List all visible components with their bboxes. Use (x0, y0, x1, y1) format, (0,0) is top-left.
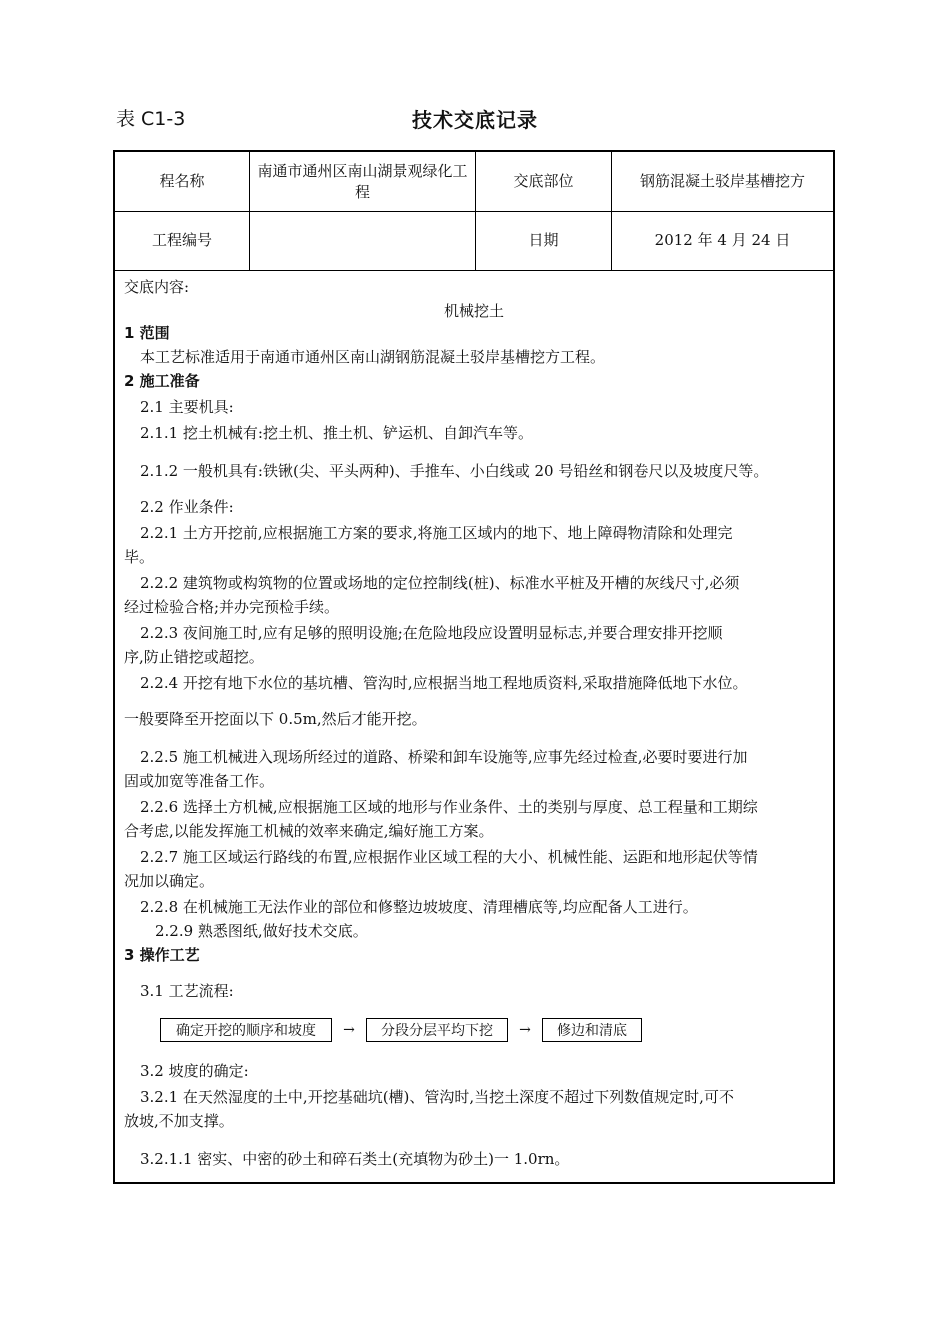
text-line: 序,防止错挖或超挖。 (124, 648, 264, 666)
text-line: 2.2.3 夜间施工时,应有足够的照明设施;在危险地段应设置明显标志,并要合理安排开挖顺 (140, 624, 723, 642)
page-title: 技术交底记录 (412, 108, 538, 132)
date-value: 2012 年 4 月 24 日 (654, 231, 791, 249)
text-line: 2.2.2 建筑物或构筑物的位置或场地的定位控制线(桩)、标准水平桩及开槽的灰线尺寸,必须 (140, 574, 740, 592)
info-row-2 (115, 211, 833, 271)
text-line: 3.2.1.1 密实、中密的砂土和碎石类土(充填物为砂土)一 1.0rn。 (140, 1150, 570, 1168)
text-line: 3.2.1 在天然湿度的土中,开挖基础坑(槽)、管沟时,当挖土深度不超过下列数值规定时,可不 (140, 1088, 734, 1106)
project-name-value: 南通市通州区南山湖景观绿化工程 (250, 152, 476, 211)
text-line: 2.2.5 施工机械进入现场所经过的道路、桥梁和卸车设施等,应事先经过检查,必要时要进行加 (140, 748, 748, 766)
text-line: 2.2.1 土方开挖前,应根据施工方案的要求,将施工区域内的地下、地上障碍物清除和处理完 (140, 524, 733, 542)
text-line: 2.1 主要机具: (140, 398, 234, 416)
text-line: 2.2.8 在机械施工无法作业的部位和修整边坡坡度、清理槽底等,均应配备人工进行。 (140, 898, 698, 916)
arrow-right-icon: → (519, 1022, 531, 1038)
text-line: 放坡,不加支撑。 (124, 1112, 234, 1130)
section-heading: 2 施工准备 (124, 372, 200, 390)
text-line: 2.2.6 选择土方机械,应根据施工区域的地形与作业条件、土的类别与厚度、总工程量和工期综 (140, 798, 758, 816)
text-line: 2.2.4 开挖有地下水位的基坑槽、管沟时,应根据当地工程地质资料,采取措施降低地下水位。 (140, 674, 748, 692)
text-line: 毕。 (124, 548, 155, 566)
project-name-label: 程名称 (115, 152, 250, 211)
text-line: 2.2 作业条件: (140, 498, 234, 516)
text-line: 2.1.2 一般机具有:铁锹(尖、平头两种)、手推车、小白线或 20 号铅丝和钢卷尺以及坡度尺等。 (140, 462, 769, 480)
section-heading: 1 范围 (124, 324, 170, 342)
flow-step: 修边和清底 (542, 1018, 642, 1042)
text-line: 2.1.1 挖土机械有:挖土机、推土机、铲运机、自卸汽车等。 (140, 424, 533, 442)
date-label: 日期 (476, 211, 612, 270)
text-line: 一般要降至开挖面以下 0.5m,然后才能开挖。 (124, 710, 427, 728)
location-label: 交底部位 (476, 152, 612, 211)
arrow-right-icon: → (343, 1022, 355, 1038)
text-line: 2.2.9 熟悉图纸,做好技术交底。 (155, 922, 368, 940)
text-line: 3.2 坡度的确定: (140, 1062, 249, 1080)
content-heading: 机械挖土 (443, 302, 504, 320)
location-value: 钢筋混凝土驳岸基槽挖方 (639, 172, 805, 190)
section-heading: 3 操作工艺 (124, 946, 200, 964)
text-line: 合考虑,以能发挥施工机械的效率来确定,编好施工方案。 (124, 822, 494, 840)
project-no-value (250, 211, 476, 270)
text-line: 本工艺标准适用于南通市通州区南山湖钢筋混凝土驳岸基槽挖方工程。 (140, 348, 606, 366)
process-flow (160, 1018, 642, 1042)
flow-step: 分段分层平均下挖 (366, 1018, 508, 1042)
text-line: 况加以确定。 (124, 872, 215, 890)
form-code: 表 C1-3 (116, 108, 186, 130)
record-form (113, 150, 835, 1184)
project-no-label: 工程编号 (115, 211, 250, 270)
text-line: 2.2.7 施工区域运行路线的布置,应根据作业区域工程的大小、机械性能、运距和地形起伏等情 (140, 848, 758, 866)
flow-step: 确定开挖的顺序和坡度 (160, 1018, 332, 1042)
text-line: 经过检验合格;并办完预检手续。 (124, 598, 340, 616)
text-line: 固或加宽等准备工作。 (124, 772, 275, 790)
text-line: 3.1 工艺流程: (140, 982, 234, 1000)
info-row-1 (115, 152, 833, 212)
content-label: 交底内容: (124, 278, 190, 296)
